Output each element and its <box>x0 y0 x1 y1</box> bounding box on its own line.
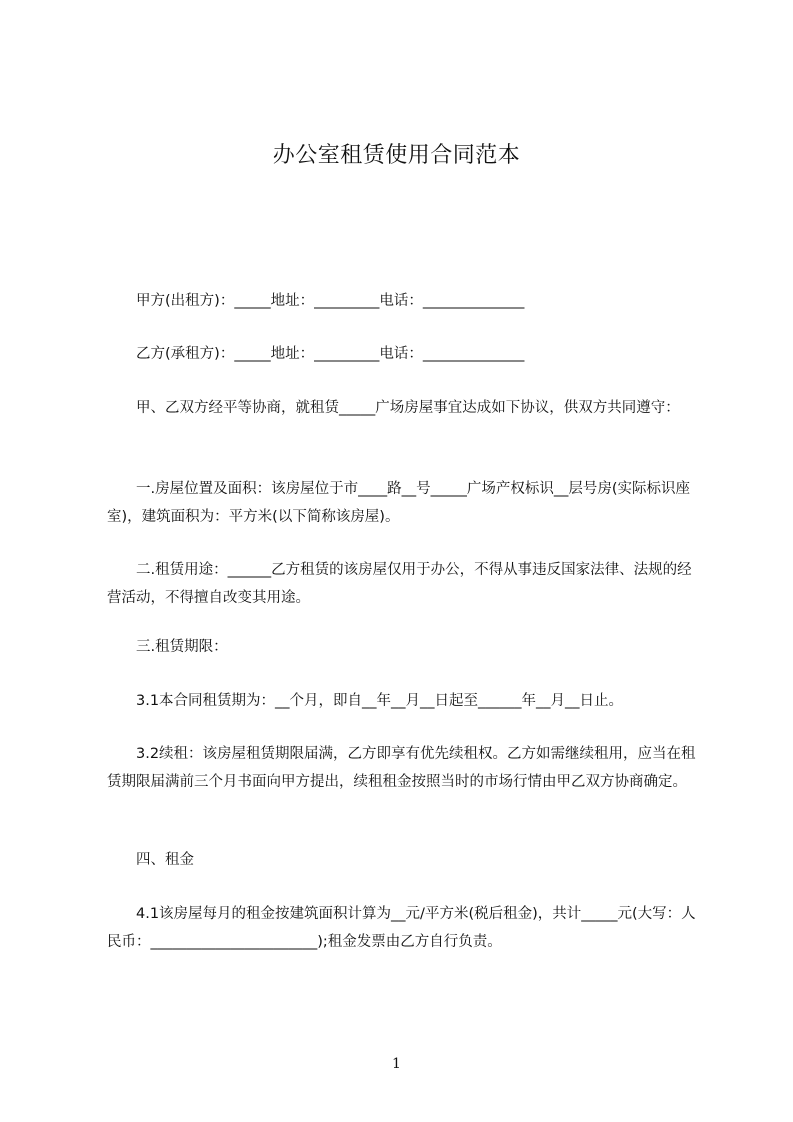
clause-2-purpose-paragraph: 二.租赁用途：______乙方租赁的该房屋仅用于办公，不得从事违反国家法律、法规的经营活动，不得擅自改变其用途。 <box>107 562 692 606</box>
clause-3-1-paragraph: 3.1本合同租赁期为：__个月，即自__年__月__日起至______年__月__日止。 <box>107 693 624 709</box>
clause-4-1-paragraph: 4.1该房屋每月的租金按建筑面积计算为__元/平方米(税后租金)，共计_____元(大写：人民币：_______________________);租金发票由乙方自行负责。 <box>107 906 696 950</box>
party-b-line: 乙方(承租方)：_____地址：_________电话：______________ <box>107 346 525 362</box>
party-a-line: 甲方(出租方)：_____地址：_________电话：______________ <box>107 293 525 309</box>
document-title: 办公室租赁使用合同范本 <box>272 143 521 168</box>
clause-3-heading: 三.租赁期限： <box>107 639 228 655</box>
clause-4-heading: 四、租金 <box>107 852 194 868</box>
agreement-intro-paragraph: 甲、乙双方经平等协商，就租赁_____广场房屋事宜达成如下协议，供双方共同遵守： <box>107 400 680 416</box>
page-number: 1 <box>392 1056 401 1072</box>
clause-3-2-paragraph: 3.2续租：该房屋租赁期限届满，乙方即享有优先续租权。乙方如需继续租用，应当在租赁期限届满前三个月书面向甲方提出，续租租金按照当时的市场行情由甲乙双方协商确定。 <box>107 746 696 790</box>
clause-1-location-paragraph: 一.房屋位置及面积：该房屋位于市____路__号_____广场产权标识__层号房(实际标识座室)，建筑面积为：平方米(以下简称该房屋)。 <box>107 481 691 525</box>
